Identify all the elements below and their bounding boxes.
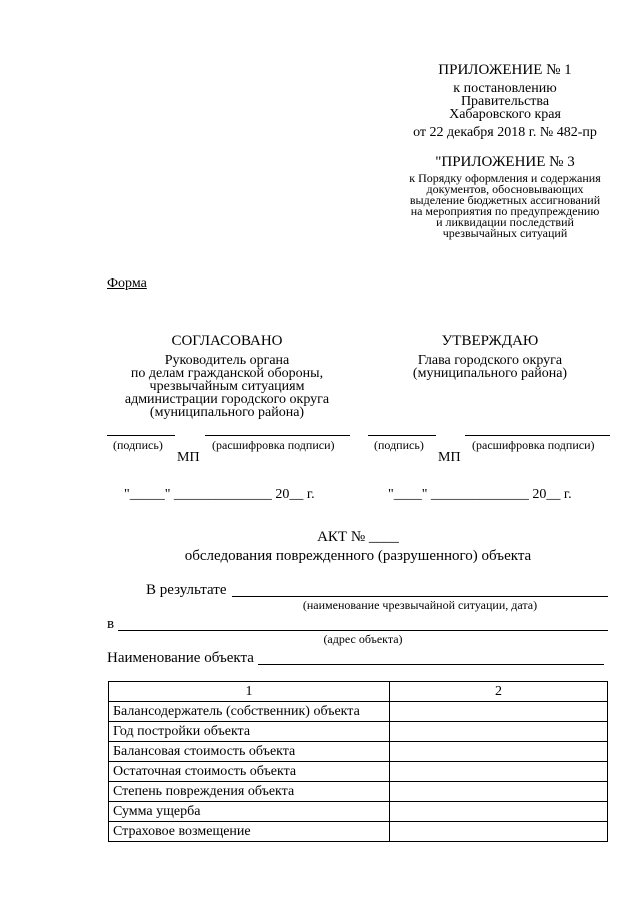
form-label: Форма <box>107 276 147 291</box>
act-title: АКТ № ____ <box>317 529 399 545</box>
table-row <box>109 822 608 842</box>
table-row-value[interactable] <box>390 802 608 822</box>
address-line[interactable] <box>118 630 608 631</box>
table-header-row <box>109 682 608 702</box>
left-stamp: МП <box>177 450 200 465</box>
appendix-3-line: выделение бюджетных ассигнований <box>409 193 601 207</box>
table-row <box>109 722 608 742</box>
table-row-label: Степень повреждения объекта <box>109 782 390 802</box>
address-hint: (адрес объекта) <box>323 632 403 646</box>
approved-title: СОГЛАСОВАНО <box>171 333 283 349</box>
appendix-1-line: Правительства <box>460 94 550 109</box>
table-row-label: Сумма ущерба <box>109 802 390 822</box>
table-row-value[interactable] <box>390 762 608 782</box>
table-row <box>109 762 608 782</box>
approver-line: по делам гражданской обороны, <box>130 366 324 381</box>
result-line[interactable] <box>232 596 608 597</box>
act-subtitle: обследования поврежденного (разрушенного) объекта <box>184 548 532 564</box>
object-name-line[interactable] <box>258 664 604 665</box>
table-row <box>109 782 608 802</box>
right-date-line: "____" ______________ 20__ г. <box>388 487 572 502</box>
result-label: В результате <box>146 582 227 598</box>
appendix-3-line: документов, обосновывающих <box>426 182 584 196</box>
table-row-value[interactable] <box>390 722 608 742</box>
in-label: в <box>107 616 115 632</box>
result-hint: (наименование чрезвычайной ситуации, дата) <box>302 598 538 612</box>
table-header-cell: 2 <box>390 682 608 702</box>
left-date-line: "_____" ______________ 20__ г. <box>124 487 315 502</box>
table-row <box>109 742 608 762</box>
table-row-label: Балансовая стоимость объекта <box>109 742 390 762</box>
approver-line: (муниципального района) <box>149 405 305 420</box>
appendix-3-line: чрезвычайных ситуаций <box>442 226 568 240</box>
table-row <box>109 802 608 822</box>
appendix-1-title: ПРИЛОЖЕНИЕ № 1 <box>438 62 572 78</box>
appendix-1-line: к постановлению <box>453 81 557 96</box>
right-signature-label: (подпись) <box>374 438 424 452</box>
table-row-label: Страховое возмещение <box>109 822 390 842</box>
left-signature-line <box>107 435 175 436</box>
appendix-1-line: Хабаровского края <box>449 107 561 122</box>
appendix-3-line: к Порядку оформления и содержания <box>409 171 601 185</box>
table-row-value[interactable] <box>390 822 608 842</box>
right-signature-line <box>368 435 436 436</box>
approve-line: Глава городского округа <box>417 353 563 368</box>
table-row-label: Остаточная стоимость объекта <box>109 762 390 782</box>
right-stamp: МП <box>438 450 461 465</box>
left-decode-label: (расшифровка подписи) <box>212 438 335 452</box>
table-row-label: Балансодержатель (собственник) объекта <box>109 702 390 722</box>
appendix-3-line: и ликвидации последствий <box>436 215 574 229</box>
table-row-value[interactable] <box>390 782 608 802</box>
object-table <box>108 681 608 842</box>
table-row-value[interactable] <box>390 702 608 722</box>
approver-line: администрации городского округа <box>124 392 330 407</box>
left-decode-line <box>205 435 350 436</box>
table-row-value[interactable] <box>390 742 608 762</box>
right-decode-label: (расшифровка подписи) <box>472 438 595 452</box>
approver-line: чрезвычайным ситуациям <box>149 379 305 394</box>
left-signature-label: (подпись) <box>113 438 163 452</box>
table-row <box>109 702 608 722</box>
appendix-3-line: на мероприятия по предупреждению <box>410 204 600 218</box>
table-header-cell: 1 <box>109 682 390 702</box>
table-row-label: Год постройки объекта <box>109 722 390 742</box>
appendix-3-title: "ПРИЛОЖЕНИЕ № 3 <box>435 154 575 170</box>
appendix-1-date: от 22 декабря 2018 г. № 482-пр <box>413 125 597 140</box>
approver-line: Руководитель органа <box>164 353 290 368</box>
approve-line: (муниципального района) <box>412 366 568 381</box>
approve-title: УТВЕРЖДАЮ <box>441 333 539 349</box>
object-name-label: Наименование объекта <box>107 650 254 666</box>
right-decode-line <box>465 435 610 436</box>
